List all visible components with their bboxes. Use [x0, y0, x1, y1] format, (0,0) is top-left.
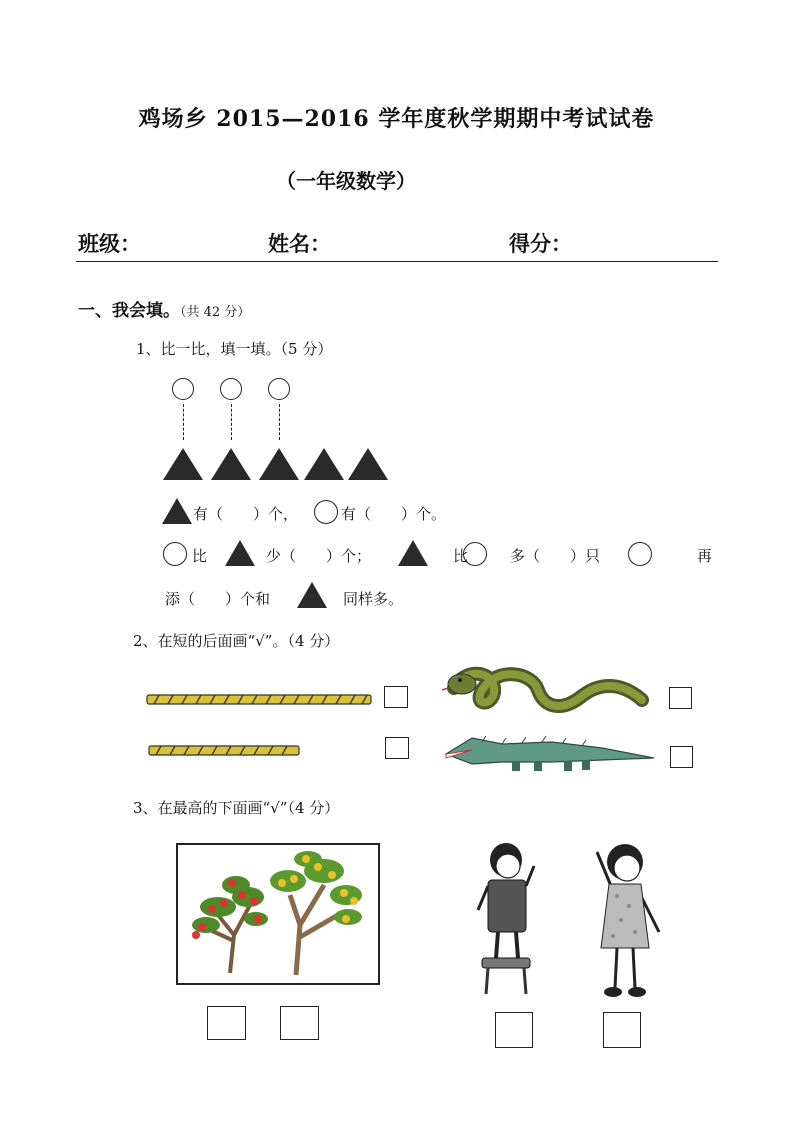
girl-pointing-image [577, 836, 673, 1001]
answer-box-snake[interactable] [669, 687, 692, 709]
exam-title: 鸡场乡 2015—2016 学年度秋学期期中考试试卷 [138, 106, 655, 132]
circle-icon [314, 500, 338, 524]
circle-shape [268, 378, 290, 400]
triangle-shape [348, 448, 388, 480]
triangle-icon [398, 540, 428, 566]
circle-icon [163, 542, 187, 566]
section-points: （共 42 分） [180, 305, 251, 320]
q1-line1-a: 有（ ）个， [193, 505, 299, 523]
crocodile-image [442, 728, 657, 774]
triangle-icon [297, 582, 327, 608]
question-1-title: 1、比一比，填一填。（5 分） [136, 340, 333, 358]
answer-box-crocodile[interactable] [670, 746, 693, 768]
boy-on-stool-image [460, 836, 550, 1001]
dashed-connector [231, 404, 232, 440]
triangle-shape [259, 448, 299, 480]
triangle-shape [163, 448, 203, 480]
q1-line2-c: 比 [453, 547, 469, 565]
triangle-icon [162, 498, 192, 524]
exam-subtitle: （一年级数学） [276, 169, 416, 193]
header-divider [76, 261, 718, 262]
q1-line2-e: 再 [697, 547, 713, 565]
long-rope-image [145, 690, 375, 710]
fruit-trees-image [178, 845, 378, 983]
triangle-icon [225, 540, 255, 566]
section-heading [78, 296, 250, 321]
section-heading-text: 一、我会填。 [78, 301, 180, 321]
snake-image [442, 660, 654, 720]
name-label: 姓名： [268, 231, 331, 256]
short-rope-image [147, 742, 302, 760]
class-label: 班级： [78, 231, 141, 256]
answer-box-tall-tree[interactable] [280, 1006, 319, 1040]
answer-box-short-rope[interactable] [385, 737, 409, 759]
q1-line2-d: 多（ ）只 [510, 547, 601, 565]
q1-line1-b: 有（ ）个。 [341, 505, 447, 523]
q1-line2-a: 比 [192, 547, 208, 565]
answer-box-short-tree[interactable] [207, 1006, 246, 1040]
dashed-connector [279, 404, 280, 440]
q1-line3-a: 添（ ）个和 [165, 590, 271, 608]
question-3-title: 3、在最高的下面画“√”（4 分） [133, 799, 340, 817]
triangle-shape [211, 448, 251, 480]
question-2-title: 2、在短的后面画“√”。（4 分） [133, 632, 340, 650]
circle-icon [463, 542, 487, 566]
circle-shape [220, 378, 242, 400]
trees-picture-frame [176, 843, 380, 985]
dashed-connector [183, 404, 184, 440]
answer-box-boy[interactable] [495, 1012, 533, 1048]
answer-box-long-rope[interactable] [384, 686, 408, 708]
circle-shape [172, 378, 194, 400]
answer-box-girl[interactable] [603, 1012, 641, 1048]
score-label: 得分： [509, 231, 572, 256]
triangle-shape [304, 448, 344, 480]
circle-icon [628, 542, 652, 566]
q1-line3-b: 同样多。 [343, 590, 404, 608]
q1-line2-b: 少（ ）个； [266, 547, 372, 565]
